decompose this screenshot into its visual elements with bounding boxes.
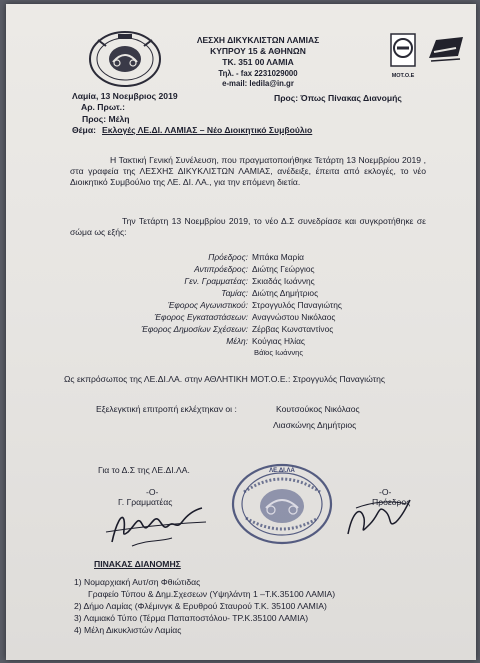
stamp-seal [230, 462, 334, 546]
secretary-mark: -Ο- [146, 487, 159, 497]
document-date: Λαμία, 13 Νοεμβριος 2019 [72, 91, 178, 101]
club-stamp [230, 462, 334, 546]
signature-scribble-left [102, 502, 212, 550]
president-signature [336, 484, 416, 544]
distribution-item: 2) Δήμο Λαμίας (Φλέμινγκ & Ερυθρού Σταυρού Τ.Κ. 35100 ΛΑΜΙΑ) [74, 601, 327, 611]
recipients-distribution: Προς: Όπως Πίνακας Διανομής [274, 93, 402, 103]
distribution-item: Γραφείο Τύπου & Δημ.Σχεσεων (Υψηλάντη 1 –Τ.Κ.35100 ΛΑΜΙΑ) [88, 589, 336, 599]
president-mark: -Ο- [379, 487, 392, 497]
board-member-name: Διώτης Γεώργιος [252, 264, 315, 274]
audit-committee-label: Εξελεγκτική επιτροπή εκλέχτηκαν οι : [96, 404, 237, 414]
secretary-signature [102, 502, 212, 550]
club-address-line2: ΤΚ. 351 00 ΛΑΜΙΑ [222, 57, 294, 67]
subject-label: Θέμα: [72, 125, 96, 135]
club-name: ΛΕΣΧΗ ΔΙΚΥΚΛΙΣΤΩΝ ΛΑΜΙΑΣ [196, 35, 320, 45]
board-member-name: Κούγιας Ηλίας [252, 336, 305, 346]
body-paragraph-2: Την Τετάρτη 13 Νοεμβρίου 2019, το νέο Δ.Σ συνεδρίασε και συγκροτήθηκε σε σώμα ως εξής: [70, 216, 426, 237]
board-role: Έφορος Αγωνιστικού: [167, 300, 248, 310]
board-row [78, 276, 398, 287]
stamp-text: ΛΕ.ΔΙ.ΛΑ [269, 468, 295, 474]
board-role: Μέλη: [226, 336, 248, 346]
secretary-title: Γ. Γραμματέας [118, 497, 173, 507]
recipients-members: Προς: Μέλη [82, 114, 130, 124]
subject-text: Εκλογές ΛΕ.ΔΙ. ΛΑΜΙΑΣ – Νέο Διοικητικό Συμβούλιο [102, 125, 313, 135]
distribution-item: 3) Λαμιακό Τύπο (Τέρμα Παπαποστόλου- ΤΡ.Κ.35100 ΛΑΜΙΑ) [74, 613, 309, 623]
club-logo-emblem [88, 30, 162, 88]
board-role: Έφορος Δημοσίων Σχέσεων: [141, 324, 248, 334]
motoe-logo-mark [390, 33, 416, 67]
board-row [78, 300, 398, 311]
protocol-number: Αρ. Πρωτ.: [81, 102, 125, 112]
board-member-name: Διώτης Δημήτριος [252, 288, 319, 298]
distribution-item: 1) Νομαρχιακή Αυτ/ση Φθιώτιδας [74, 577, 201, 587]
club-phone: Τηλ. - fax 2231029000 [218, 69, 298, 78]
board-role: Ταμίας: [221, 288, 248, 298]
club-logo [88, 30, 162, 88]
motoe-label: ΜΟΤ.Ο.Ε [391, 73, 415, 79]
representative-line: Ως εκπρόσωπος της ΛΕ.ΔΙ.ΛΑ. στην ΑΘΛΗΤΙΚΗ ΜΟΤ.Ο.Ε.: Στρογγυλός Παναγιώτης [64, 374, 386, 384]
board-row [78, 288, 398, 299]
flag-logo-mark [426, 34, 466, 64]
president-title: Πρόεδρος [372, 497, 411, 507]
secondary-logo [426, 34, 466, 64]
audit-member-2: Λιασκώνης Δημήτριος [273, 420, 357, 430]
board-role: Αντιπρόεδρος: [194, 264, 248, 274]
distribution-item: 4) Μέλη Δικυκλιστών Λαμίας [74, 625, 182, 635]
board-role: Έφορος Εγκαταστάσεων: [154, 312, 248, 322]
board-member-name: Ζέρβας Κωνσταντίνος [252, 324, 334, 334]
board-member-name: Μπάκα Μαρία [252, 252, 305, 262]
board-role: Πρόεδρος: [208, 252, 248, 262]
board-row [78, 336, 398, 347]
audit-member-1: Κουτσούκος Νικόλαος [276, 404, 360, 414]
club-address-line1: ΚΥΠΡΟΥ 15 & ΑΘΗΝΩΝ [210, 46, 306, 56]
board-row [78, 348, 398, 359]
club-email: e-mail: ledila@in.gr [222, 79, 294, 88]
board-member-name: Αναγνώστου Νικόλαος [252, 312, 336, 322]
signature-scribble-right [336, 484, 416, 544]
board-member-name: Βάϊος Ιωάννης [254, 348, 304, 357]
board-list [78, 252, 398, 362]
on-behalf-line: Για το Δ.Σ της ΛΕ.ΔΙ.ΛΑ. [98, 465, 190, 475]
document-page [6, 4, 476, 660]
board-member-name: Στρογγυλός Παναγιώτης [252, 300, 342, 310]
body-paragraph-1: Η Τακτική Γενική Συνέλευση, που πραγματοποιήθηκε Τετάρτη 13 Νοεμβρίου 2019 , στα γραφεία της ΛΕΣΧΗΣ ΔΙΚΥΚΛΙΣΤΩΝ ΛΑΜΙΑΣ, ανέδειξε, έπειτα από εκλογές, το νέο Διοικητικό Συμβούλιο της ΛΕ. ΔΙ. ΛΑ., για την επόμενη διετία. [70, 155, 426, 187]
motoe-logo [390, 33, 416, 77]
board-role: Γεν. Γραμματέας: [184, 276, 248, 286]
board-row [78, 312, 398, 323]
board-row [78, 324, 398, 335]
board-row [78, 252, 398, 263]
board-member-name: Σκιαδάς Ιωάννης [252, 276, 315, 286]
board-row [78, 264, 398, 275]
distribution-title: ΠΙΝΑΚΑΣ ΔΙΑΝΟΜΗΣ [94, 559, 181, 569]
